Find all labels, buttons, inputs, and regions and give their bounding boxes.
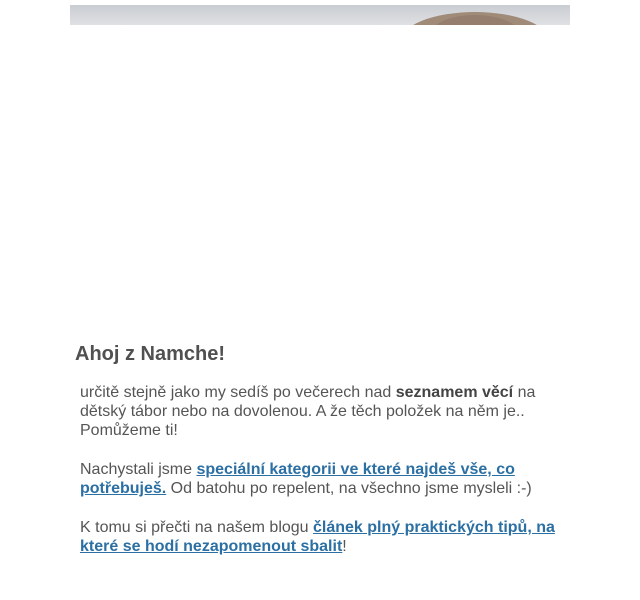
intro-text-2: na dětský tábor nebo na dovolenou. A že těch položek na něm je.. Pomůžeme ti! xyxy=(80,384,536,439)
blog-text-1: K tomu si přečti na našem blogu xyxy=(80,519,314,536)
category-link[interactable]: speciální kategorii ve které najdeš vše, co potřebuješ. xyxy=(80,461,515,497)
paragraph-intro xyxy=(80,383,560,440)
intro-bold: seznamem věcí xyxy=(395,384,514,401)
category-text-1: Nachystali jsme xyxy=(80,461,197,478)
intro-text-1: určitě stejně jako my sedíš po večerech nad xyxy=(80,384,396,401)
blog-article-link[interactable]: článek plný praktických tipů, na které se hodí nezapomenout sbalit xyxy=(80,519,555,555)
blog-text-2: ! xyxy=(342,538,347,555)
email-body xyxy=(80,383,560,576)
hero-image xyxy=(70,5,570,25)
paragraph-blog xyxy=(80,518,560,556)
category-text-2: Od batohu po repelent, na všechno jsme mysleli :-) xyxy=(166,480,532,497)
greeting-heading: Ahoj z Namche! xyxy=(75,343,226,365)
paragraph-category xyxy=(80,460,560,498)
